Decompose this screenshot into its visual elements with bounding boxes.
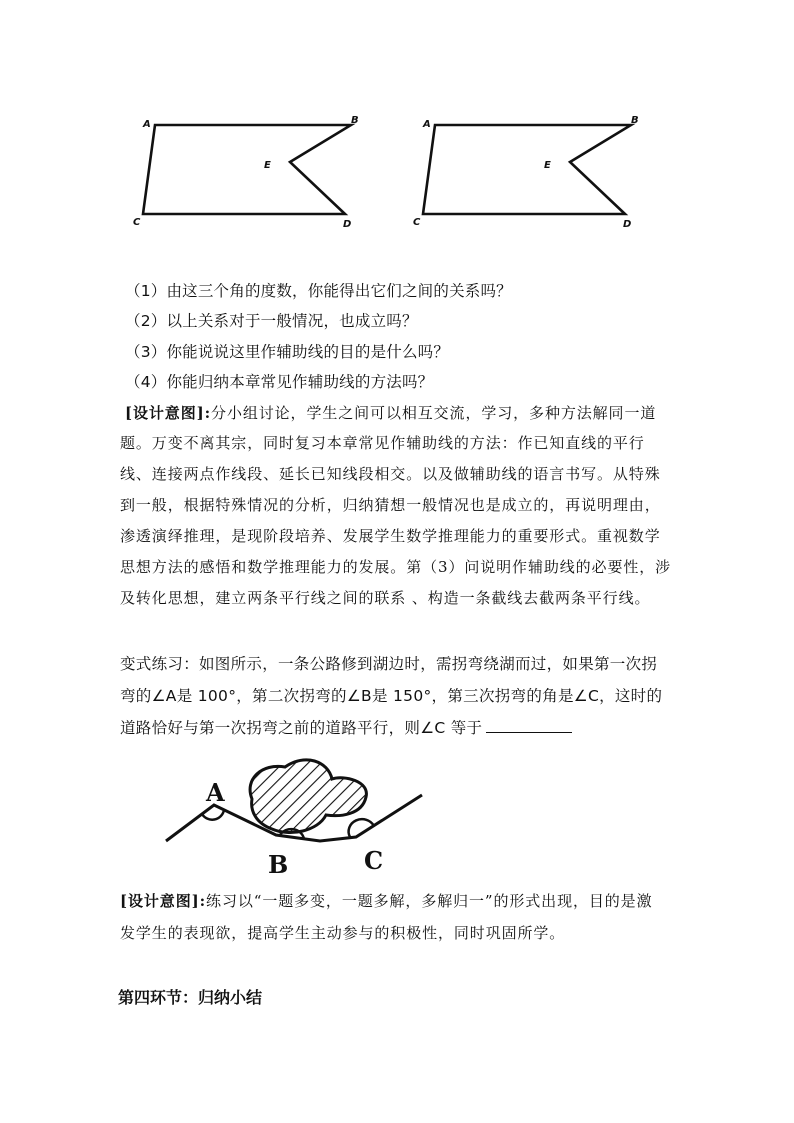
design-intent-tag: [设计意图]:: [120, 892, 207, 910]
variant-exercise-line: 变式练习：如图所示，一条公路修到湖边时，需拐弯绕湖而过，如果第一次拐: [120, 655, 658, 673]
design-intent-line: 发学生的表现欲，提高学生主动参与的积极性，同时巩固所学。: [120, 924, 566, 942]
variant-exercise-text: 道路恰好与第一次拐弯之前的道路平行，则∠C 等于: [120, 719, 483, 737]
section-title: 第四环节：归纳小结: [118, 988, 263, 1007]
vertex-label-e: E: [544, 160, 551, 171]
design-intent-line: 及转化思想，建立两条平行线之间的联系 、构造一条截线去截两条平行线。: [120, 589, 651, 607]
geometry-figure-left: [125, 110, 365, 235]
vertex-label-c: C: [413, 217, 421, 228]
lake-shape: [250, 760, 366, 833]
design-intent-paragraph-2: [120, 890, 653, 911]
vertex-label-c: C: [133, 217, 141, 228]
vertex-label-a: A: [423, 119, 431, 130]
geometry-figure-right: [405, 110, 645, 235]
vertex-label-b: B: [631, 115, 639, 126]
question-4: （4）你能归纳本章常见作辅助线的方法吗？: [125, 373, 434, 391]
vertex-label-b: B: [351, 115, 359, 126]
design-intent-line: 练习以“一题多变，一题多解，多解归一”的形式出现，目的是激: [206, 892, 653, 910]
variant-exercise-line: 弯的∠A是 100°，第二次拐弯的∠B是 150°，第三次拐弯的角是∠C，这时的: [120, 687, 663, 705]
variant-exercise-line: [120, 716, 572, 738]
vertex-label-d: D: [343, 219, 352, 230]
design-intent-line: 分小组讨论，学生之间可以相互交流，学习，多种方法解同一道: [211, 404, 657, 422]
design-intent-line: 思想方法的感悟和数学推理能力的发展。第（3）问说明作辅助线的必要性，涉: [120, 558, 672, 576]
road-lake-figure: [160, 745, 440, 880]
vertex-label-e: E: [264, 160, 271, 171]
road-label-c: C: [364, 846, 384, 875]
vertex-label-a: A: [143, 119, 151, 130]
vertex-label-d: D: [623, 219, 632, 230]
design-intent-tag: [设计意图]:: [125, 404, 212, 422]
question-2: （2）以上关系对于一般情况，也成立吗？: [125, 312, 418, 330]
answer-blank[interactable]: [486, 718, 572, 733]
design-intent-line: 到一般，根据特殊情况的分析，归纳猜想一般情况也是成立的，再说明理由，: [120, 496, 661, 514]
design-intent-paragraph: [125, 402, 656, 423]
road-label-b: B: [268, 850, 289, 879]
question-1: （1）由这三个角的度数，你能得出它们之间的关系吗？: [125, 282, 512, 300]
road-label-a: A: [206, 778, 225, 807]
design-intent-line: 渗透演绎推理，是现阶段培养、发展学生数学推理能力的重要形式。重视数学: [120, 527, 661, 545]
design-intent-line: 题。万变不离其宗，同时复习本章常见作辅助线的方法：作已知直线的平行: [120, 434, 645, 452]
question-3: （3）你能说说这里作辅助线的目的是什么吗？: [125, 343, 450, 361]
design-intent-line: 线、连接两点作线段、延长已知线段相交。以及做辅助线的语言书写。从特殊: [120, 465, 661, 483]
